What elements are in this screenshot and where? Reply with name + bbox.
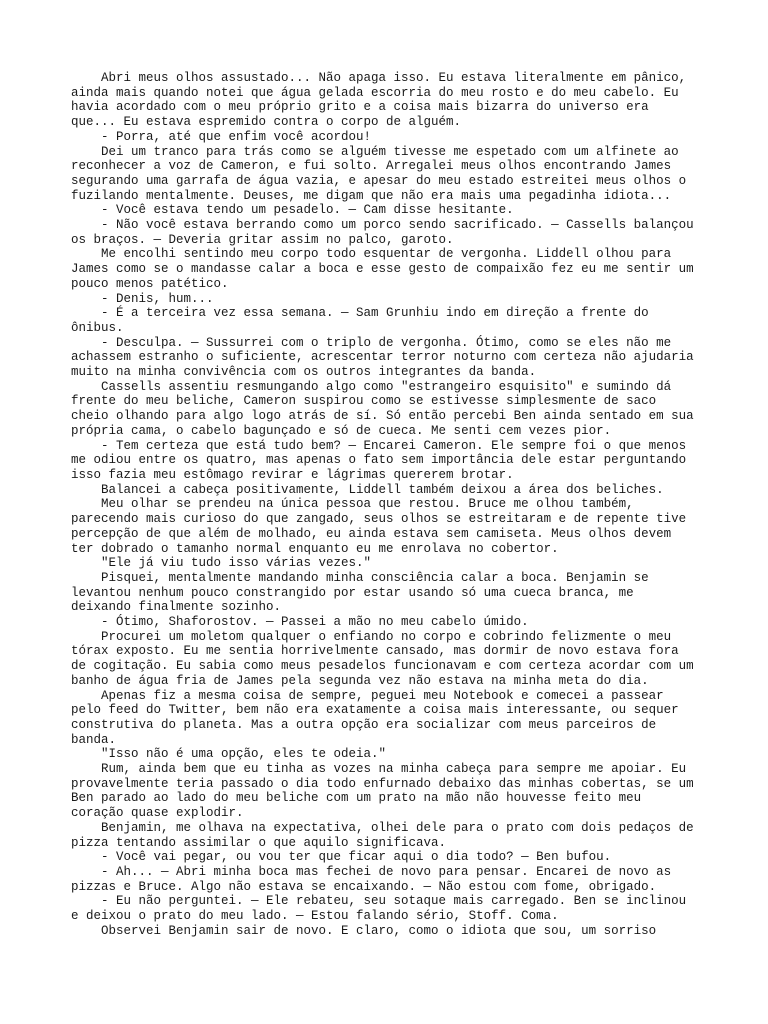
document-page — [71, 71, 701, 938]
paragraph: - Você estava tendo um pesadelo. — Cam disse hesitante. — [101, 203, 514, 218]
paragraph: Dei um tranco para trás como se alguém tivesse me espetado com um alfinete ao reconhecer a voz de Cameron, e fui solto. Arregalei meus olhos encontrando James segurando uma garrafa de água vazia, e apesar do meu estado estreitei meus olhos o fuzilando mentalmente. Deuses, me digam que não era mais uma pegadinha idiota... — [71, 144, 694, 203]
paragraph: - Eu não perguntei. — Ele rebateu, seu sotaque mais carregado. Ben se inclinou e deixou o prato do meu lado. — Estou falando sério, Stoff. Coma. — [71, 894, 694, 924]
paragraph: Abri meus olhos assustado... Não apaga isso. Eu estava literalmente em pânico, ainda mais quando notei que água gelada escorria do meu rosto e do meu cabelo. Eu havia acordado com o meu próprio grito e a coisa mais bizarra do universo era que... Eu estava espremido contra o corpo de alguém. — [71, 71, 694, 130]
paragraph: - Ótimo, Shaforostov. — Passei a mão no meu cabelo úmido. — [101, 615, 529, 630]
paragraph: Balancei a cabeça positivamente, Liddell também deixou a área dos beliches. — [101, 482, 664, 497]
paragraph: Pisquei, mentalmente mandando minha consciência calar a boca. Benjamin se levantou nenhum pouco constrangido por estar usando só uma cueca branca, me deixando finalmente sozinho. — [71, 570, 657, 615]
paragraph: - É a terceira vez essa semana. — Sam Grunhiu indo em direção a frente do ônibus. — [71, 306, 657, 335]
paragraph: Benjamin, me olhava na expectativa, olhei dele para o prato com dois pedaços de pizza tentando assimilar o que aquilo significava. — [71, 820, 702, 850]
paragraph: - Porra, até que enfim você acordou! — [101, 129, 372, 144]
paragraph: Apenas fiz a mesma coisa de sempre, peguei meu Notebook e comecei a passear pelo feed do Twitter, bem não era exatamente a coisa mais interessante, ou sequer construtiva do planeta. Mas a outra opção era socializar com meus parceiros de banda. — [71, 688, 687, 747]
paragraph: - Desculpa. — Sussurrei com o triplo de vergonha. Ótimo, como se eles não me achassem estranho o suficiente, acrescentar terror noturno com certeza não ajudaria muito na minha convivência com os outros integrantes da banda. — [71, 335, 702, 380]
paragraph: "Ele já viu tudo isso várias vezes." — [101, 556, 372, 571]
paragraph: Cassells assentiu resmungando algo como "estrangeiro esquisito" e sumindo dá frente do meu beliche, Cameron suspirou como se estivesse simplesmente de saco cheio olhando para algo logo atrás de sí. Só então percebi Ben ainda sentado em sua própria cama, o cabelo bagunçado e só de cueca. Me senti cem vezes pior. — [71, 379, 702, 438]
paragraph: - Denis, hum... — [101, 291, 214, 306]
paragraph: Procurei um moletom qualquer o enfiando no corpo e cobrindo felizmente o meu tórax exposto. Eu me sentia horrivelmente cansado, mas dormir de novo estava fora de cogitação. Eu sabia como meus pesadelos funcionavam e com certeza acordar com um banho de água fria de James pela segunda vez não estava na minha meta do dia. — [71, 629, 702, 688]
paragraph: Meu olhar se prendeu na única pessoa que restou. Bruce me olhou também, parecendo mais curioso do que zangado, seus olhos se estreitaram e de repente tive percepção de que além de molhado, eu ainda estava sem camiseta. Meus olhos devem ter dobrado o tamanho normal enquanto eu me enrolava no cobertor. — [71, 497, 694, 556]
paragraph: Rum, ainda bem que eu tinha as vozes na minha cabeça para sempre me apoiar. Eu provavelmente teria passado o dia todo enfurnado debaixo das minhas cobertas, se um Ben parado ao lado do meu beliche com um prato na mão não houvesse feito meu coração quase explodir. — [71, 762, 702, 821]
paragraph: Me encolhi sentindo meu corpo todo esquentar de vergonha. Liddell olhou para James como se o mandasse calar a boca e esse gesto de compaixão fez eu me sentir um pouco menos patético. — [71, 247, 702, 291]
paragraph: - Você vai pegar, ou vou ter que ficar aqui o dia todo? — Ben bufou. — [101, 850, 612, 865]
paragraph: "Isso não é uma opção, eles te odeia." — [101, 747, 387, 762]
paragraph: - Tem certeza que está tudo bem? — Encarei Cameron. Ele sempre foi o que menos me odiou entre os quatro, mas apenas o fato sem importância dele estar perguntando isso fazia meu estômago revirar e lágrimas quererem brotar. — [71, 438, 694, 482]
paragraph: Observei Benjamin sair de novo. E claro, como o idiota que sou, um sorriso — [101, 923, 657, 938]
paragraph: - Não você estava berrando como um porco sendo sacrificado. — Cassells balançou os braços. — Deveria gritar assim no palco, garoto. — [71, 218, 702, 247]
paragraph: - Ah... — Abri minha boca mas fechei de novo para pensar. Encarei de novo as pizzas e Bruce. Algo não estava se encaixando. — Não estou com fome, obrigado. — [71, 864, 679, 894]
